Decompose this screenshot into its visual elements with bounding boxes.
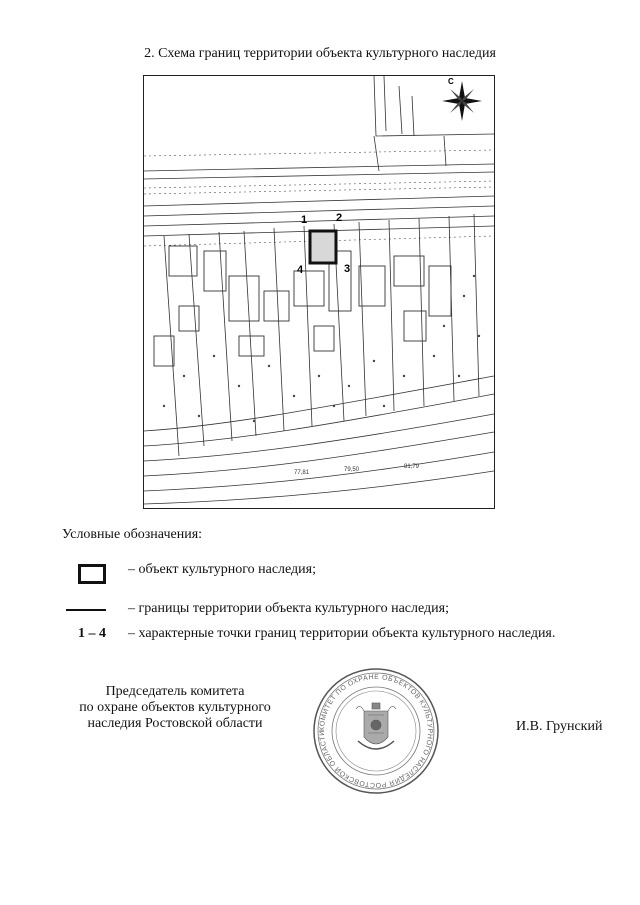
elevation-mark: 81,79 [404, 464, 420, 470]
legend-item-text: – границы территории объекта культурного наследия; [128, 601, 449, 616]
cadastral-map [143, 75, 495, 509]
position-line: по охране объектов культурного [79, 700, 271, 715]
seal-outer-text: КОМИТЕТ ПО ОХРАНЕ ОБЪЕКТОВ КУЛЬТУРНОГО НАСЛЕДИЯ РОСТОВСКОЙ ОБЛАСТИ [318, 673, 434, 789]
elevation-mark: 79,50 [344, 467, 360, 473]
heritage-object-outline [310, 231, 336, 263]
point-label-1: 1 [301, 214, 308, 226]
page-title: 2. Схема границ территории объекта культурного наследия [144, 46, 496, 61]
position-line: наследия Ростовской области [87, 716, 263, 731]
legend-item-text: – характерные точки границ территории объекта культурного наследия. [128, 626, 556, 641]
legend-item-object [0, 562, 640, 584]
point-label-2: 2 [336, 212, 343, 224]
north-label: С [448, 77, 454, 86]
legend-item-text: – объект культурного наследия; [128, 562, 316, 577]
map-drawing [144, 76, 494, 508]
boundary-line-symbol [66, 609, 106, 611]
signatory-name: И.В. Грунский [516, 719, 603, 734]
legend-heading: Условные обозначения: [62, 527, 203, 542]
official-seal [312, 667, 440, 795]
legend-item-points [0, 626, 640, 648]
point-label-4: 4 [297, 264, 304, 276]
heritage-object-symbol [78, 564, 106, 584]
point-label-3: 3 [344, 263, 351, 275]
legend-item-boundary [0, 601, 640, 623]
elevation-mark: 77,81 [294, 470, 310, 476]
position-line: Председатель комитета [105, 684, 245, 699]
points-range-symbol: 1 – 4 [78, 626, 106, 641]
compass-rose-icon [442, 81, 482, 121]
signatory-position [55, 684, 295, 732]
coat-of-arms-icon [356, 703, 396, 749]
